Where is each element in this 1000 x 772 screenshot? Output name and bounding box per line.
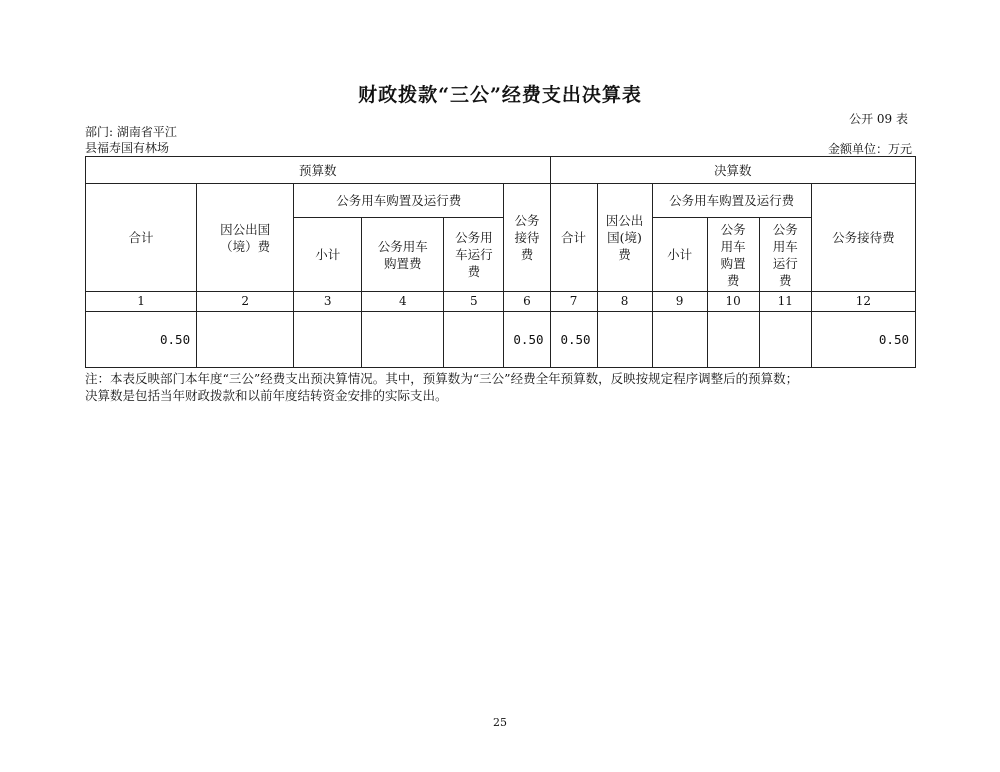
value-final-abroad bbox=[597, 312, 652, 368]
header-final-total: 合计 bbox=[550, 184, 597, 292]
value-final-total: 0.50 bbox=[550, 312, 597, 368]
header-final-vehicle-group: 公务用车购置及运行费 bbox=[652, 184, 811, 218]
note-line-2: 决算数是包括当年财政拨款和以前年度结转资金安排的实际支出。 bbox=[85, 388, 448, 403]
col-number: 11 bbox=[759, 292, 811, 312]
budget-group-header: 预算数 bbox=[86, 157, 551, 184]
header-final-vehicle-operation bbox=[759, 218, 811, 292]
department-line-2: 县福寿国有林场 bbox=[85, 141, 170, 155]
col-number: 1 bbox=[86, 292, 197, 312]
header-total: 合计 bbox=[86, 184, 197, 292]
value-budget-vehicle-purchase bbox=[362, 312, 444, 368]
value-budget-subtotal bbox=[294, 312, 362, 368]
header-final-vehicle-purchase-text: 公务用车购置费 bbox=[720, 221, 746, 288]
value-budget-reception: 0.50 bbox=[504, 312, 550, 368]
three-public-expenses-table bbox=[85, 156, 916, 368]
department-label bbox=[85, 124, 177, 156]
header-abroad-text: 因公出国（境）费 bbox=[220, 221, 271, 254]
header-final-subtotal: 小计 bbox=[652, 218, 707, 292]
value-final-vehicle-operation bbox=[759, 312, 811, 368]
header-final-reception: 公务接待费 bbox=[811, 184, 915, 292]
header-vehicle-operation bbox=[444, 218, 504, 292]
header-final-vehicle-operation-text: 公务用车运行费 bbox=[772, 221, 798, 288]
note-line-1: 注：本表反映部门本年度“三公”经费支出预决算情况。其中，预算数为“三公”经费全年预算数，反映按规定程序调整后的预算数； bbox=[85, 371, 799, 386]
col-number: 5 bbox=[444, 292, 504, 312]
header-reception-text: 公务接待费 bbox=[514, 213, 540, 262]
header-final-vehicle-purchase bbox=[707, 218, 759, 292]
table-note bbox=[85, 370, 925, 404]
header-vehicle-operation-text: 公务用车运行费 bbox=[455, 230, 493, 279]
header-subtotal: 小计 bbox=[294, 218, 362, 292]
form-number: 公开 09 表 bbox=[849, 112, 908, 126]
page-number: 25 bbox=[493, 716, 507, 729]
value-final-reception: 0.50 bbox=[811, 312, 915, 368]
header-vehicle-group: 公务用车购置及运行费 bbox=[294, 184, 504, 218]
col-number: 10 bbox=[707, 292, 759, 312]
final-group-header: 决算数 bbox=[550, 157, 916, 184]
header-final-abroad-text: 因公出国(境)费 bbox=[605, 213, 644, 262]
header-vehicle-purchase bbox=[362, 218, 444, 292]
header-reception bbox=[504, 184, 550, 292]
col-number: 12 bbox=[811, 292, 915, 312]
value-final-subtotal bbox=[652, 312, 707, 368]
value-final-vehicle-purchase bbox=[707, 312, 759, 368]
page-title: 财政拨款“三公”经费支出决算表 bbox=[358, 84, 642, 106]
header-vehicle-purchase-text: 公务用车购置费 bbox=[377, 238, 428, 271]
col-number: 7 bbox=[550, 292, 597, 312]
amount-unit: 金额单位：万元 bbox=[827, 142, 912, 156]
header-abroad bbox=[197, 184, 294, 292]
value-budget-total: 0.50 bbox=[86, 312, 197, 368]
col-number: 4 bbox=[362, 292, 444, 312]
col-number: 9 bbox=[652, 292, 707, 312]
col-number: 2 bbox=[197, 292, 294, 312]
value-budget-abroad bbox=[197, 312, 294, 368]
col-number: 6 bbox=[504, 292, 550, 312]
col-number: 3 bbox=[294, 292, 362, 312]
header-final-abroad bbox=[597, 184, 652, 292]
value-budget-vehicle-operation bbox=[444, 312, 504, 368]
department-line-1: 部门: 湖南省平江 bbox=[85, 125, 177, 139]
col-number: 8 bbox=[597, 292, 652, 312]
